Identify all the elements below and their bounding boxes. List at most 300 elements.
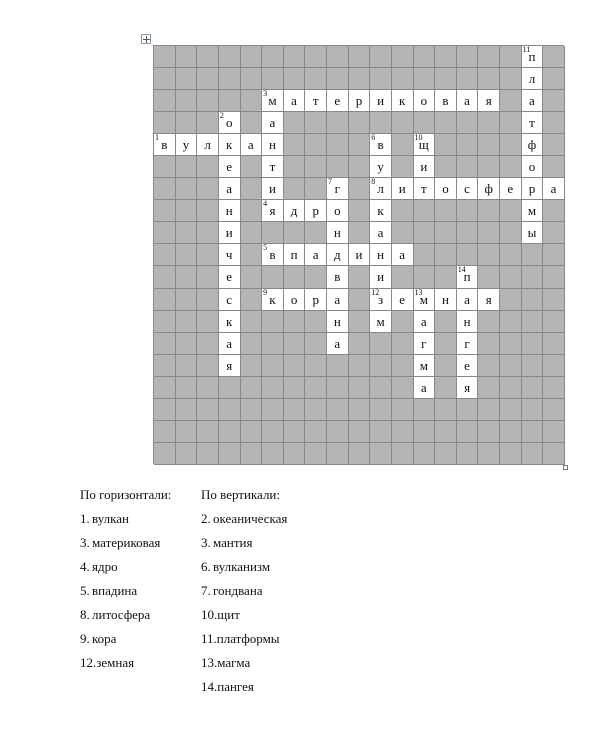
- crossword-blank-cell[interactable]: [176, 46, 198, 68]
- crossword-blank-cell[interactable]: [349, 178, 371, 200]
- crossword-blank-cell[interactable]: [543, 156, 565, 178]
- crossword-blank-cell[interactable]: [327, 46, 349, 68]
- crossword-blank-cell[interactable]: [414, 399, 436, 421]
- crossword-letter-cell[interactable]: [262, 200, 284, 222]
- crossword-letter-cell[interactable]: [219, 355, 241, 377]
- crossword-blank-cell[interactable]: [457, 421, 479, 443]
- crossword-blank-cell[interactable]: [197, 46, 219, 68]
- crossword-blank-cell[interactable]: [370, 112, 392, 134]
- crossword-letter-cell[interactable]: [197, 134, 219, 156]
- crossword-blank-cell[interactable]: [349, 333, 371, 355]
- crossword-blank-cell[interactable]: [349, 200, 371, 222]
- crossword-letter-cell[interactable]: [435, 178, 457, 200]
- crossword-blank-cell[interactable]: [305, 222, 327, 244]
- crossword-blank-cell[interactable]: [241, 68, 263, 90]
- crossword-blank-cell[interactable]: [457, 46, 479, 68]
- crossword-blank-cell[interactable]: [500, 443, 522, 465]
- crossword-blank-cell[interactable]: [219, 377, 241, 399]
- crossword-blank-cell[interactable]: [522, 355, 544, 377]
- crossword-blank-cell[interactable]: [197, 421, 219, 443]
- crossword-blank-cell[interactable]: [392, 46, 414, 68]
- crossword-blank-cell[interactable]: [241, 399, 263, 421]
- crossword-blank-cell[interactable]: [543, 377, 565, 399]
- crossword-blank-cell[interactable]: [241, 178, 263, 200]
- crossword-letter-cell[interactable]: [414, 289, 436, 311]
- crossword-blank-cell[interactable]: [262, 355, 284, 377]
- crossword-blank-cell[interactable]: [219, 443, 241, 465]
- crossword-blank-cell[interactable]: [457, 112, 479, 134]
- crossword-blank-cell[interactable]: [543, 46, 565, 68]
- crossword-blank-cell[interactable]: [414, 112, 436, 134]
- crossword-blank-cell[interactable]: [414, 266, 436, 288]
- crossword-blank-cell[interactable]: [500, 222, 522, 244]
- crossword-blank-cell[interactable]: [414, 421, 436, 443]
- crossword-blank-cell[interactable]: [197, 355, 219, 377]
- table-resize-handle[interactable]: [563, 465, 568, 470]
- crossword-letter-cell[interactable]: [414, 377, 436, 399]
- crossword-blank-cell[interactable]: [543, 200, 565, 222]
- crossword-blank-cell[interactable]: [435, 443, 457, 465]
- crossword-blank-cell[interactable]: [478, 311, 500, 333]
- crossword-blank-cell[interactable]: [500, 68, 522, 90]
- crossword-blank-cell[interactable]: [284, 355, 306, 377]
- crossword-letter-cell[interactable]: [327, 311, 349, 333]
- crossword-blank-cell[interactable]: [241, 46, 263, 68]
- crossword-letter-cell[interactable]: [327, 289, 349, 311]
- crossword-letter-cell[interactable]: [457, 266, 479, 288]
- crossword-blank-cell[interactable]: [327, 377, 349, 399]
- crossword-letter-cell[interactable]: [370, 156, 392, 178]
- crossword-blank-cell[interactable]: [414, 46, 436, 68]
- crossword-blank-cell[interactable]: [284, 112, 306, 134]
- crossword-blank-cell[interactable]: [522, 266, 544, 288]
- crossword-blank-cell[interactable]: [478, 222, 500, 244]
- crossword-letter-cell[interactable]: [522, 90, 544, 112]
- crossword-blank-cell[interactable]: [435, 333, 457, 355]
- crossword-blank-cell[interactable]: [197, 222, 219, 244]
- crossword-blank-cell[interactable]: [435, 134, 457, 156]
- crossword-letter-cell[interactable]: [522, 156, 544, 178]
- crossword-blank-cell[interactable]: [349, 421, 371, 443]
- crossword-blank-cell[interactable]: [284, 421, 306, 443]
- crossword-blank-cell[interactable]: [478, 355, 500, 377]
- crossword-blank-cell[interactable]: [284, 266, 306, 288]
- crossword-blank-cell[interactable]: [241, 289, 263, 311]
- crossword-blank-cell[interactable]: [241, 421, 263, 443]
- crossword-blank-cell[interactable]: [414, 222, 436, 244]
- crossword-blank-cell[interactable]: [197, 399, 219, 421]
- crossword-letter-cell[interactable]: [522, 200, 544, 222]
- crossword-letter-cell[interactable]: [219, 222, 241, 244]
- crossword-blank-cell[interactable]: [284, 399, 306, 421]
- crossword-blank-cell[interactable]: [349, 289, 371, 311]
- crossword-letter-cell[interactable]: [262, 134, 284, 156]
- crossword-blank-cell[interactable]: [349, 156, 371, 178]
- crossword-blank-cell[interactable]: [176, 399, 198, 421]
- crossword-blank-cell[interactable]: [197, 156, 219, 178]
- crossword-blank-cell[interactable]: [392, 134, 414, 156]
- crossword-letter-cell[interactable]: [478, 289, 500, 311]
- crossword-blank-cell[interactable]: [154, 244, 176, 266]
- crossword-letter-cell[interactable]: [414, 311, 436, 333]
- crossword-blank-cell[interactable]: [500, 289, 522, 311]
- crossword-blank-cell[interactable]: [543, 289, 565, 311]
- crossword-blank-cell[interactable]: [392, 156, 414, 178]
- crossword-letter-cell[interactable]: [457, 377, 479, 399]
- crossword-blank-cell[interactable]: [478, 200, 500, 222]
- crossword-blank-cell[interactable]: [284, 68, 306, 90]
- crossword-blank-cell[interactable]: [435, 200, 457, 222]
- crossword-letter-cell[interactable]: [370, 311, 392, 333]
- crossword-letter-cell[interactable]: [392, 90, 414, 112]
- crossword-blank-cell[interactable]: [284, 222, 306, 244]
- crossword-letter-cell[interactable]: [349, 90, 371, 112]
- crossword-blank-cell[interactable]: [543, 244, 565, 266]
- crossword-blank-cell[interactable]: [305, 355, 327, 377]
- crossword-blank-cell[interactable]: [284, 311, 306, 333]
- crossword-blank-cell[interactable]: [305, 156, 327, 178]
- crossword-blank-cell[interactable]: [543, 112, 565, 134]
- crossword-blank-cell[interactable]: [176, 178, 198, 200]
- crossword-letter-cell[interactable]: [414, 90, 436, 112]
- crossword-letter-cell[interactable]: [435, 289, 457, 311]
- crossword-blank-cell[interactable]: [305, 112, 327, 134]
- crossword-blank-cell[interactable]: [435, 112, 457, 134]
- crossword-blank-cell[interactable]: [154, 178, 176, 200]
- crossword-blank-cell[interactable]: [543, 134, 565, 156]
- crossword-blank-cell[interactable]: [176, 266, 198, 288]
- crossword-blank-cell[interactable]: [435, 244, 457, 266]
- crossword-blank-cell[interactable]: [284, 443, 306, 465]
- crossword-blank-cell[interactable]: [305, 377, 327, 399]
- crossword-blank-cell[interactable]: [327, 134, 349, 156]
- crossword-blank-cell[interactable]: [349, 112, 371, 134]
- crossword-blank-cell[interactable]: [543, 443, 565, 465]
- crossword-blank-cell[interactable]: [478, 244, 500, 266]
- crossword-blank-cell[interactable]: [327, 443, 349, 465]
- crossword-blank-cell[interactable]: [414, 443, 436, 465]
- crossword-letter-cell[interactable]: [219, 289, 241, 311]
- crossword-blank-cell[interactable]: [435, 156, 457, 178]
- crossword-blank-cell[interactable]: [154, 355, 176, 377]
- crossword-letter-cell[interactable]: [522, 222, 544, 244]
- crossword-blank-cell[interactable]: [543, 311, 565, 333]
- crossword-blank-cell[interactable]: [478, 399, 500, 421]
- crossword-letter-cell[interactable]: [370, 200, 392, 222]
- crossword-blank-cell[interactable]: [370, 443, 392, 465]
- crossword-letter-cell[interactable]: [219, 200, 241, 222]
- crossword-blank-cell[interactable]: [500, 112, 522, 134]
- crossword-blank-cell[interactable]: [349, 134, 371, 156]
- crossword-blank-cell[interactable]: [197, 112, 219, 134]
- crossword-blank-cell[interactable]: [241, 355, 263, 377]
- crossword-letter-cell[interactable]: [154, 134, 176, 156]
- crossword-blank-cell[interactable]: [457, 200, 479, 222]
- crossword-blank-cell[interactable]: [478, 112, 500, 134]
- crossword-letter-cell[interactable]: [284, 200, 306, 222]
- crossword-blank-cell[interactable]: [522, 421, 544, 443]
- crossword-blank-cell[interactable]: [284, 377, 306, 399]
- crossword-blank-cell[interactable]: [154, 200, 176, 222]
- crossword-blank-cell[interactable]: [435, 377, 457, 399]
- crossword-blank-cell[interactable]: [284, 333, 306, 355]
- crossword-letter-cell[interactable]: [457, 90, 479, 112]
- crossword-blank-cell[interactable]: [241, 266, 263, 288]
- crossword-blank-cell[interactable]: [241, 377, 263, 399]
- crossword-letter-cell[interactable]: [543, 178, 565, 200]
- crossword-letter-cell[interactable]: [262, 90, 284, 112]
- crossword-blank-cell[interactable]: [305, 311, 327, 333]
- crossword-blank-cell[interactable]: [457, 244, 479, 266]
- crossword-blank-cell[interactable]: [176, 200, 198, 222]
- crossword-letter-cell[interactable]: [370, 222, 392, 244]
- crossword-blank-cell[interactable]: [241, 200, 263, 222]
- crossword-blank-cell[interactable]: [370, 355, 392, 377]
- crossword-blank-cell[interactable]: [370, 399, 392, 421]
- crossword-blank-cell[interactable]: [478, 68, 500, 90]
- crossword-letter-cell[interactable]: [262, 112, 284, 134]
- crossword-blank-cell[interactable]: [219, 421, 241, 443]
- crossword-letter-cell[interactable]: [457, 311, 479, 333]
- crossword-blank-cell[interactable]: [241, 311, 263, 333]
- crossword-blank-cell[interactable]: [500, 266, 522, 288]
- crossword-blank-cell[interactable]: [500, 90, 522, 112]
- crossword-letter-cell[interactable]: [457, 178, 479, 200]
- crossword-blank-cell[interactable]: [349, 222, 371, 244]
- crossword-blank-cell[interactable]: [305, 134, 327, 156]
- crossword-blank-cell[interactable]: [370, 46, 392, 68]
- crossword-letter-cell[interactable]: [327, 222, 349, 244]
- crossword-blank-cell[interactable]: [478, 421, 500, 443]
- crossword-letter-cell[interactable]: [262, 178, 284, 200]
- crossword-blank-cell[interactable]: [262, 399, 284, 421]
- crossword-blank-cell[interactable]: [543, 68, 565, 90]
- crossword-blank-cell[interactable]: [305, 266, 327, 288]
- crossword-letter-cell[interactable]: [219, 156, 241, 178]
- crossword-blank-cell[interactable]: [522, 399, 544, 421]
- crossword-blank-cell[interactable]: [284, 156, 306, 178]
- crossword-blank-cell[interactable]: [197, 333, 219, 355]
- crossword-blank-cell[interactable]: [543, 399, 565, 421]
- crossword-blank-cell[interactable]: [392, 355, 414, 377]
- crossword-blank-cell[interactable]: [370, 421, 392, 443]
- crossword-blank-cell[interactable]: [349, 377, 371, 399]
- crossword-letter-cell[interactable]: [522, 112, 544, 134]
- crossword-letter-cell[interactable]: [219, 134, 241, 156]
- crossword-letter-cell[interactable]: [262, 156, 284, 178]
- crossword-blank-cell[interactable]: [176, 311, 198, 333]
- crossword-blank-cell[interactable]: [478, 333, 500, 355]
- crossword-blank-cell[interactable]: [176, 377, 198, 399]
- crossword-blank-cell[interactable]: [392, 333, 414, 355]
- crossword-blank-cell[interactable]: [262, 333, 284, 355]
- crossword-blank-cell[interactable]: [154, 443, 176, 465]
- crossword-letter-cell[interactable]: [219, 311, 241, 333]
- crossword-blank-cell[interactable]: [500, 355, 522, 377]
- crossword-blank-cell[interactable]: [370, 377, 392, 399]
- crossword-blank-cell[interactable]: [457, 68, 479, 90]
- crossword-blank-cell[interactable]: [478, 266, 500, 288]
- crossword-letter-cell[interactable]: [284, 289, 306, 311]
- crossword-blank-cell[interactable]: [500, 244, 522, 266]
- crossword-blank-cell[interactable]: [305, 68, 327, 90]
- table-move-handle-icon[interactable]: [141, 34, 151, 44]
- crossword-letter-cell[interactable]: [478, 90, 500, 112]
- crossword-blank-cell[interactable]: [176, 421, 198, 443]
- crossword-blank-cell[interactable]: [522, 289, 544, 311]
- crossword-letter-cell[interactable]: [305, 289, 327, 311]
- crossword-blank-cell[interactable]: [305, 46, 327, 68]
- crossword-blank-cell[interactable]: [392, 443, 414, 465]
- crossword-blank-cell[interactable]: [284, 178, 306, 200]
- crossword-letter-cell[interactable]: [219, 333, 241, 355]
- crossword-blank-cell[interactable]: [327, 68, 349, 90]
- crossword-blank-cell[interactable]: [284, 46, 306, 68]
- crossword-blank-cell[interactable]: [500, 134, 522, 156]
- crossword-blank-cell[interactable]: [154, 266, 176, 288]
- crossword-letter-cell[interactable]: [522, 68, 544, 90]
- crossword-blank-cell[interactable]: [457, 156, 479, 178]
- crossword-blank-cell[interactable]: [154, 90, 176, 112]
- crossword-blank-cell[interactable]: [349, 68, 371, 90]
- crossword-blank-cell[interactable]: [500, 399, 522, 421]
- crossword-blank-cell[interactable]: [500, 421, 522, 443]
- crossword-letter-cell[interactable]: [522, 178, 544, 200]
- crossword-blank-cell[interactable]: [154, 421, 176, 443]
- crossword-blank-cell[interactable]: [262, 311, 284, 333]
- crossword-letter-cell[interactable]: [392, 178, 414, 200]
- crossword-blank-cell[interactable]: [176, 222, 198, 244]
- crossword-blank-cell[interactable]: [522, 311, 544, 333]
- crossword-blank-cell[interactable]: [241, 156, 263, 178]
- crossword-letter-cell[interactable]: [414, 156, 436, 178]
- crossword-letter-cell[interactable]: [414, 355, 436, 377]
- crossword-letter-cell[interactable]: [284, 90, 306, 112]
- crossword-blank-cell[interactable]: [435, 399, 457, 421]
- crossword-blank-cell[interactable]: [219, 90, 241, 112]
- crossword-blank-cell[interactable]: [370, 68, 392, 90]
- crossword-blank-cell[interactable]: [435, 421, 457, 443]
- crossword-letter-cell[interactable]: [305, 200, 327, 222]
- crossword-blank-cell[interactable]: [154, 377, 176, 399]
- crossword-blank-cell[interactable]: [414, 68, 436, 90]
- crossword-letter-cell[interactable]: [478, 178, 500, 200]
- crossword-blank-cell[interactable]: [305, 421, 327, 443]
- crossword-blank-cell[interactable]: [241, 112, 263, 134]
- crossword-blank-cell[interactable]: [305, 178, 327, 200]
- crossword-blank-cell[interactable]: [435, 311, 457, 333]
- crossword-letter-cell[interactable]: [219, 266, 241, 288]
- crossword-blank-cell[interactable]: [457, 134, 479, 156]
- crossword-letter-cell[interactable]: [219, 244, 241, 266]
- crossword-letter-cell[interactable]: [327, 244, 349, 266]
- crossword-letter-cell[interactable]: [305, 90, 327, 112]
- crossword-letter-cell[interactable]: [327, 90, 349, 112]
- crossword-blank-cell[interactable]: [435, 266, 457, 288]
- crossword-blank-cell[interactable]: [197, 178, 219, 200]
- crossword-blank-cell[interactable]: [543, 333, 565, 355]
- crossword-blank-cell[interactable]: [262, 222, 284, 244]
- crossword-blank-cell[interactable]: [414, 244, 436, 266]
- crossword-blank-cell[interactable]: [176, 156, 198, 178]
- crossword-blank-cell[interactable]: [262, 266, 284, 288]
- crossword-blank-cell[interactable]: [414, 200, 436, 222]
- crossword-blank-cell[interactable]: [305, 443, 327, 465]
- crossword-blank-cell[interactable]: [392, 377, 414, 399]
- crossword-blank-cell[interactable]: [176, 355, 198, 377]
- crossword-letter-cell[interactable]: [392, 244, 414, 266]
- crossword-letter-cell[interactable]: [305, 244, 327, 266]
- crossword-blank-cell[interactable]: [543, 222, 565, 244]
- crossword-letter-cell[interactable]: [370, 266, 392, 288]
- crossword-blank-cell[interactable]: [500, 200, 522, 222]
- crossword-blank-cell[interactable]: [522, 377, 544, 399]
- crossword-blank-cell[interactable]: [176, 112, 198, 134]
- crossword-letter-cell[interactable]: [370, 178, 392, 200]
- crossword-blank-cell[interactable]: [241, 222, 263, 244]
- crossword-letter-cell[interactable]: [435, 90, 457, 112]
- crossword-blank-cell[interactable]: [262, 377, 284, 399]
- crossword-letter-cell[interactable]: [327, 178, 349, 200]
- crossword-letter-cell[interactable]: [284, 244, 306, 266]
- crossword-blank-cell[interactable]: [349, 443, 371, 465]
- crossword-blank-cell[interactable]: [176, 90, 198, 112]
- crossword-blank-cell[interactable]: [543, 90, 565, 112]
- crossword-blank-cell[interactable]: [500, 333, 522, 355]
- crossword-blank-cell[interactable]: [154, 68, 176, 90]
- crossword-letter-cell[interactable]: [262, 289, 284, 311]
- crossword-blank-cell[interactable]: [197, 90, 219, 112]
- crossword-blank-cell[interactable]: [435, 222, 457, 244]
- crossword-blank-cell[interactable]: [219, 399, 241, 421]
- crossword-blank-cell[interactable]: [478, 156, 500, 178]
- crossword-blank-cell[interactable]: [284, 134, 306, 156]
- crossword-blank-cell[interactable]: [392, 112, 414, 134]
- crossword-letter-cell[interactable]: [392, 289, 414, 311]
- crossword-letter-cell[interactable]: [522, 46, 544, 68]
- crossword-blank-cell[interactable]: [154, 333, 176, 355]
- crossword-blank-cell[interactable]: [262, 68, 284, 90]
- crossword-blank-cell[interactable]: [262, 443, 284, 465]
- crossword-blank-cell[interactable]: [349, 399, 371, 421]
- crossword-blank-cell[interactable]: [478, 443, 500, 465]
- crossword-blank-cell[interactable]: [154, 289, 176, 311]
- crossword-blank-cell[interactable]: [500, 156, 522, 178]
- crossword-blank-cell[interactable]: [176, 68, 198, 90]
- crossword-letter-cell[interactable]: [457, 333, 479, 355]
- crossword-blank-cell[interactable]: [327, 355, 349, 377]
- crossword-blank-cell[interactable]: [349, 266, 371, 288]
- crossword-blank-cell[interactable]: [176, 289, 198, 311]
- crossword-blank-cell[interactable]: [154, 399, 176, 421]
- crossword-letter-cell[interactable]: [370, 289, 392, 311]
- crossword-blank-cell[interactable]: [327, 156, 349, 178]
- crossword-blank-cell[interactable]: [392, 399, 414, 421]
- crossword-blank-cell[interactable]: [349, 46, 371, 68]
- crossword-blank-cell[interactable]: [478, 46, 500, 68]
- crossword-blank-cell[interactable]: [522, 443, 544, 465]
- crossword-blank-cell[interactable]: [500, 377, 522, 399]
- crossword-letter-cell[interactable]: [414, 333, 436, 355]
- crossword-blank-cell[interactable]: [241, 244, 263, 266]
- crossword-blank-cell[interactable]: [154, 46, 176, 68]
- crossword-blank-cell[interactable]: [262, 46, 284, 68]
- crossword-letter-cell[interactable]: [219, 112, 241, 134]
- crossword-letter-cell[interactable]: [522, 134, 544, 156]
- crossword-blank-cell[interactable]: [197, 377, 219, 399]
- crossword-blank-cell[interactable]: [197, 244, 219, 266]
- crossword-letter-cell[interactable]: [327, 333, 349, 355]
